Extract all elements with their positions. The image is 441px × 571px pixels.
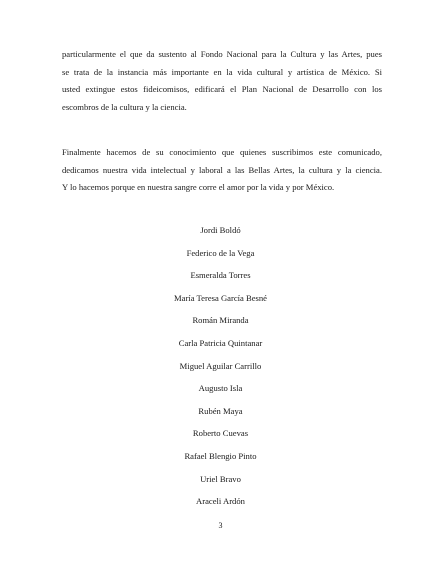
paragraph-line: escombros de la cultura y la ciencia.: [62, 101, 187, 112]
signatory-name: Rafael Blengio Pinto: [184, 450, 257, 461]
paragraph-fideicomisos: [62, 46, 382, 116]
signatory-name: Miguel Aguilar Carrillo: [179, 360, 262, 371]
signatory-name: Roberto Cuevas: [192, 428, 249, 439]
paragraph-line: se trata de la instancia más importante en la vida cultural y artística de México. Si: [62, 66, 382, 77]
signatory-name: Carla Patricia Quintanar: [178, 337, 263, 348]
signatory-name: Rubén Maya: [198, 405, 243, 416]
signatory-name: Uriel Bravo: [200, 473, 241, 484]
paragraph-line: particularmente el que da sustento al Fondo Nacional para la Cultura y las Artes, pues: [62, 49, 382, 59]
paragraph-line: dedicamos nuestra vida intelectual y laboral a las Bellas Artes, la cultura y la ciencia.: [62, 164, 382, 175]
signatory-name: Jordi Boldó: [200, 225, 241, 235]
paragraph-line: Finalmente hacemos de su conocimiento que quienes suscribimos este comunicado,: [62, 147, 382, 157]
signatory-name: Augusto Isla: [198, 383, 243, 394]
paragraph-conclusion: [62, 144, 382, 197]
signatory-name: Román Miranda: [192, 315, 249, 326]
signatory-name: María Teresa García Besné: [173, 292, 267, 303]
signatory-name: Esmeralda Torres: [190, 270, 251, 281]
signatory-name: Araceli Ardón: [196, 496, 245, 507]
signatory-list: [0, 219, 441, 513]
paragraph-line: Y lo hacemos porque en nuestra sangre corre el amor por la vida y por México.: [62, 182, 335, 192]
paragraph-line: usted extingue estos fideicomisos, edificará el Plan Nacional de Desarrollo con los: [62, 84, 382, 94]
page-number: 3: [218, 521, 223, 530]
signatory-name: Federico de la Vega: [186, 247, 255, 258]
